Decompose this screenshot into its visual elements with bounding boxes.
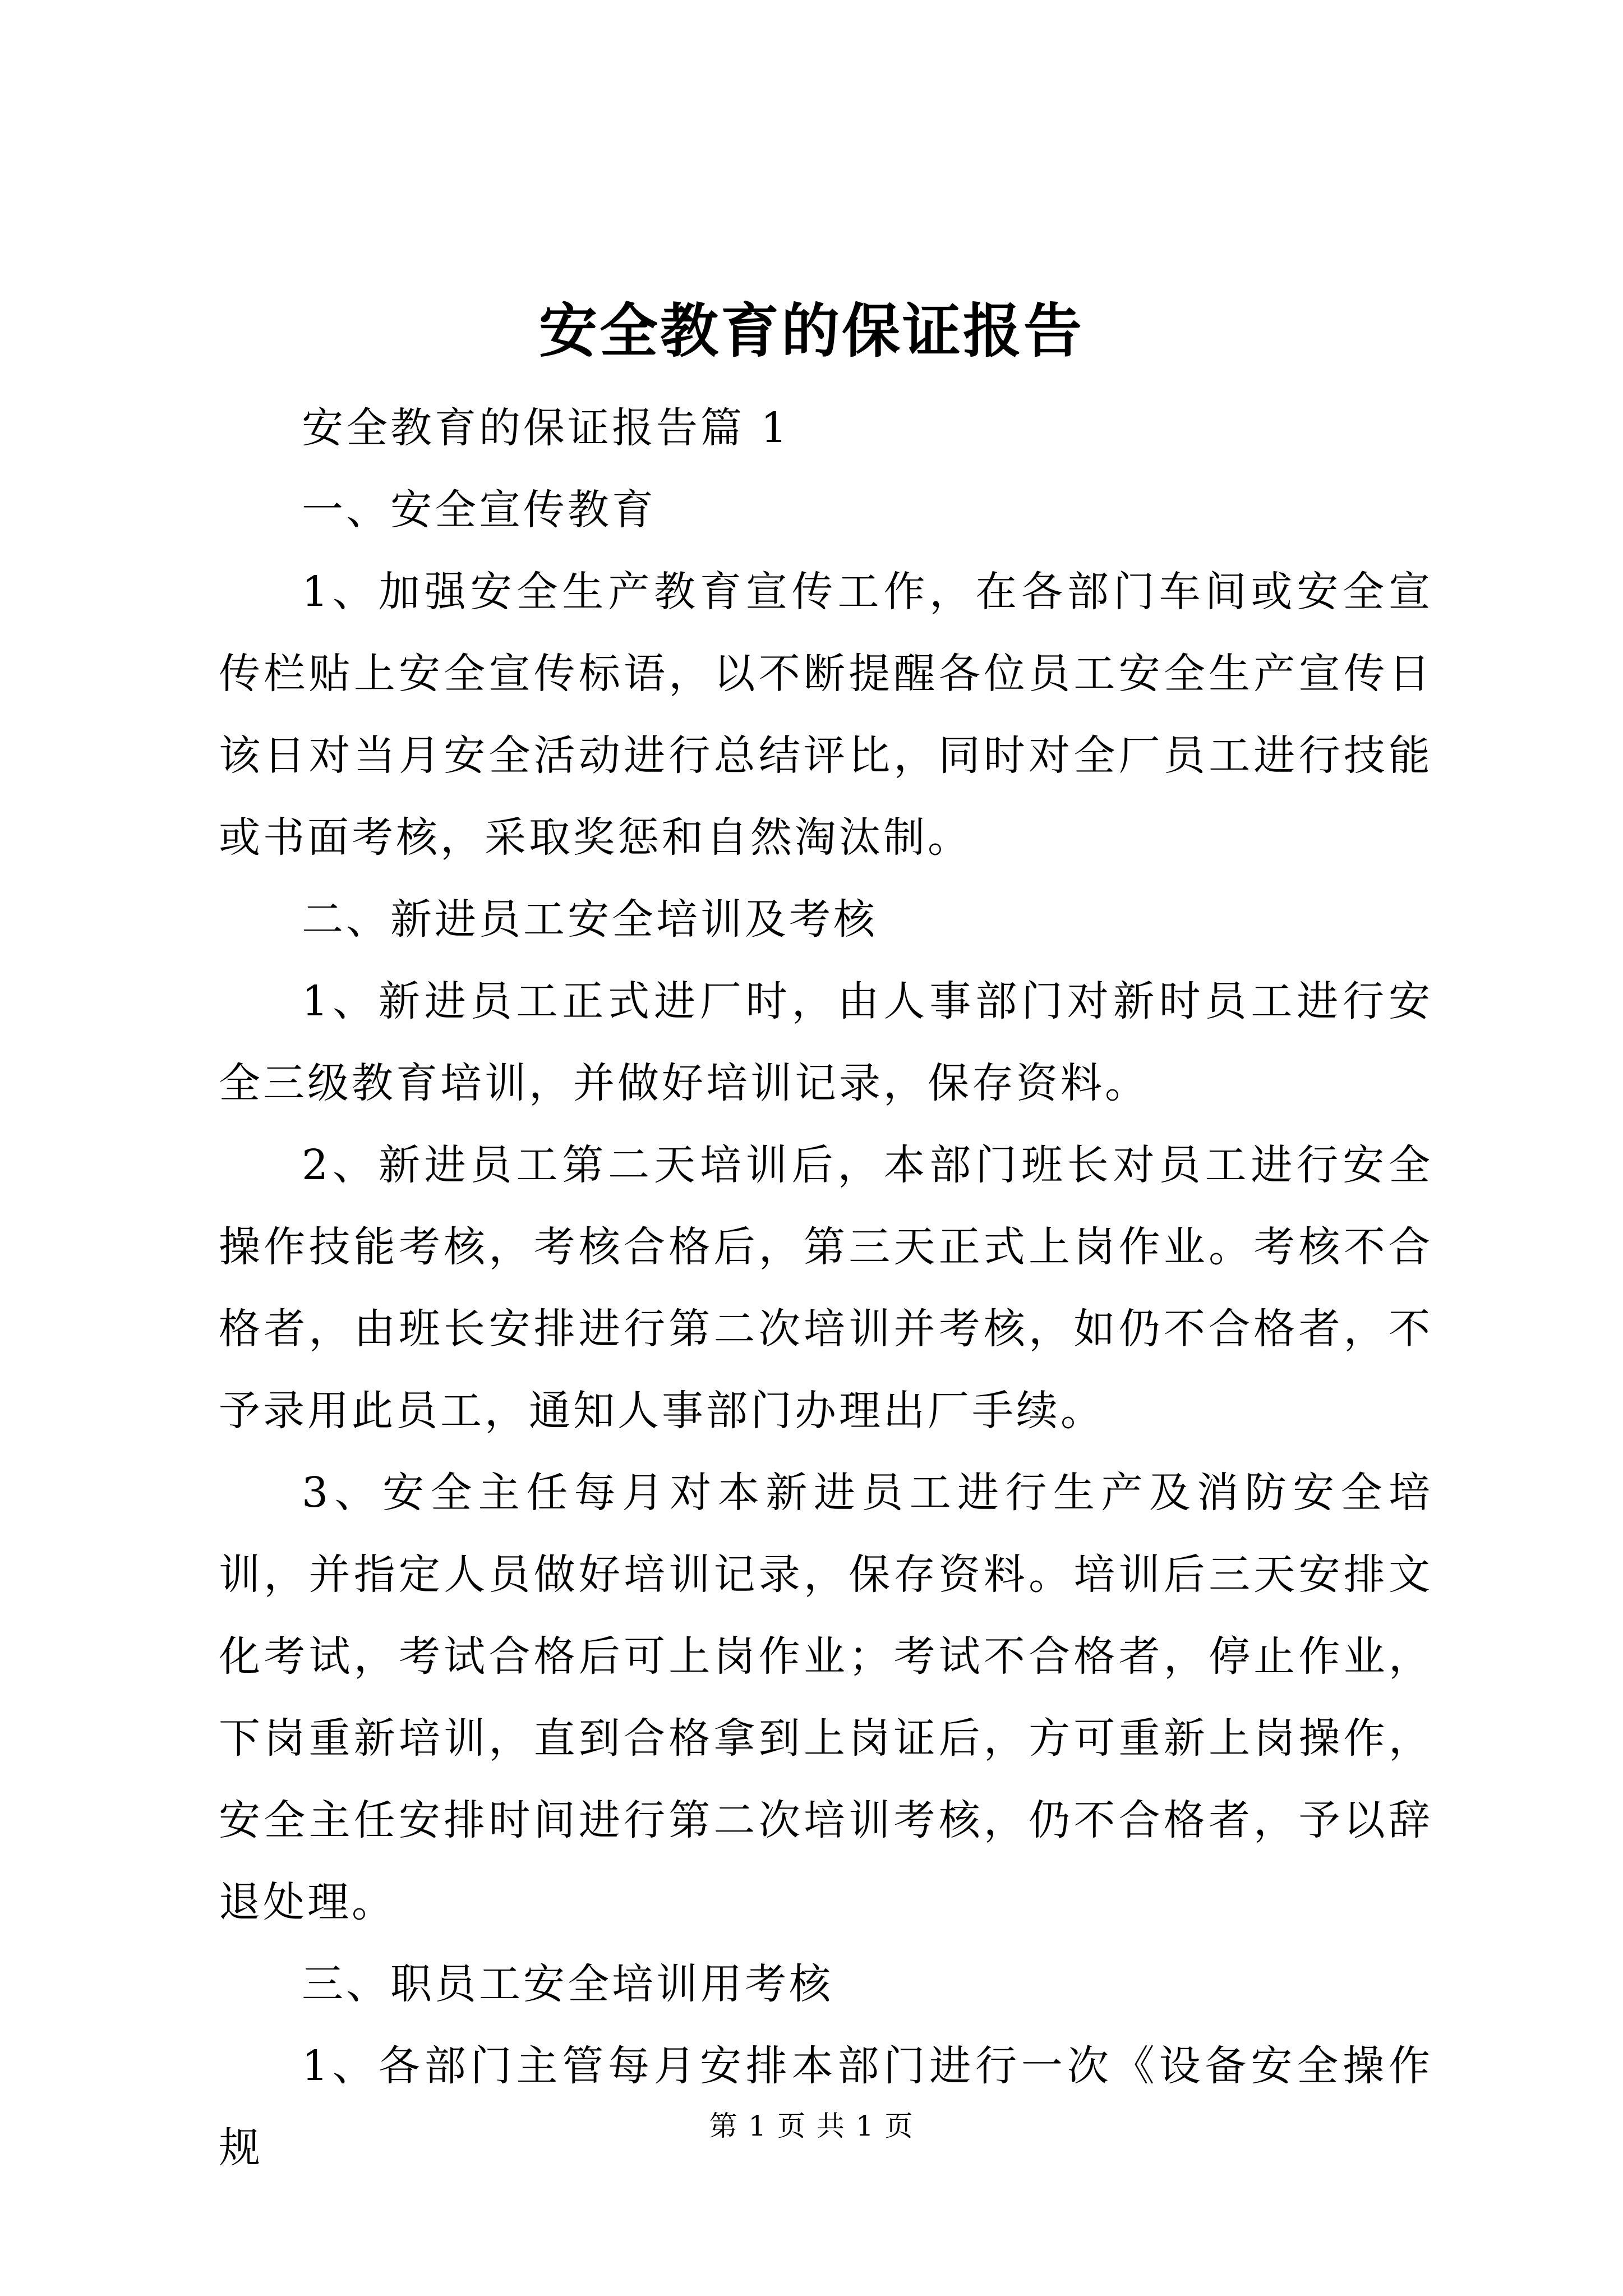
document-title: 安全教育的保证报告 (538, 296, 1084, 365)
paragraph: 1、加强安全生产教育宣传工作，在各部门车间或安全宣传栏贴上安全宣传标语，以不断提醒各位员工安全生产宣传日该日对当月安全活动进行总结评比，同时对全厂员工进行技能或书面考核，采取奖惩和自然淘汰制。 (219, 568, 1433, 862)
section-heading-1: 一、安全宣传教育 (302, 486, 656, 534)
paragraph: 3、安全主任每月对本新进员工进行生产及消防安全培训，并指定人员做好培训记录，保存资料。培训后三天安排文化考试，考试合格后可上岗作业；考试不合格者，停止作业，下岗重新培训，直到合格拿到上岗证后，方可重新上岗操作，安全主任安排时间进行第二次培训考核，仍不合格者，予以辞退处理。 (219, 1469, 1433, 1926)
paragraph: 1、各部门主管每月安排本部门进行一次《设备安全操作规 (219, 2042, 1433, 2172)
section-heading-3: 三、职员工安全培训用考核 (302, 1960, 833, 2008)
paragraph: 1、新进员工正式进厂时，由人事部门对新时员工进行安全三级教育培训，并做好培训记录，保存资料。 (219, 977, 1433, 1107)
paragraph-subtitle: 安全教育的保证报告篇 1 (302, 404, 790, 452)
paragraph: 2、新进员工第二天培训后，本部门班长对员工进行安全操作技能考核，考核合格后，第三天正式上岗作业。考核不合格者，由班长安排进行第二次培训并考核，如仍不合格者，不予录用此员工，通知人事部门办理出厂手续。 (219, 1141, 1433, 1435)
document-body (219, 387, 1433, 2189)
section-heading-2: 二、新进员工安全培训及考核 (302, 895, 878, 944)
page-footer: 第 1 页 共 1 页 (709, 2110, 914, 2142)
